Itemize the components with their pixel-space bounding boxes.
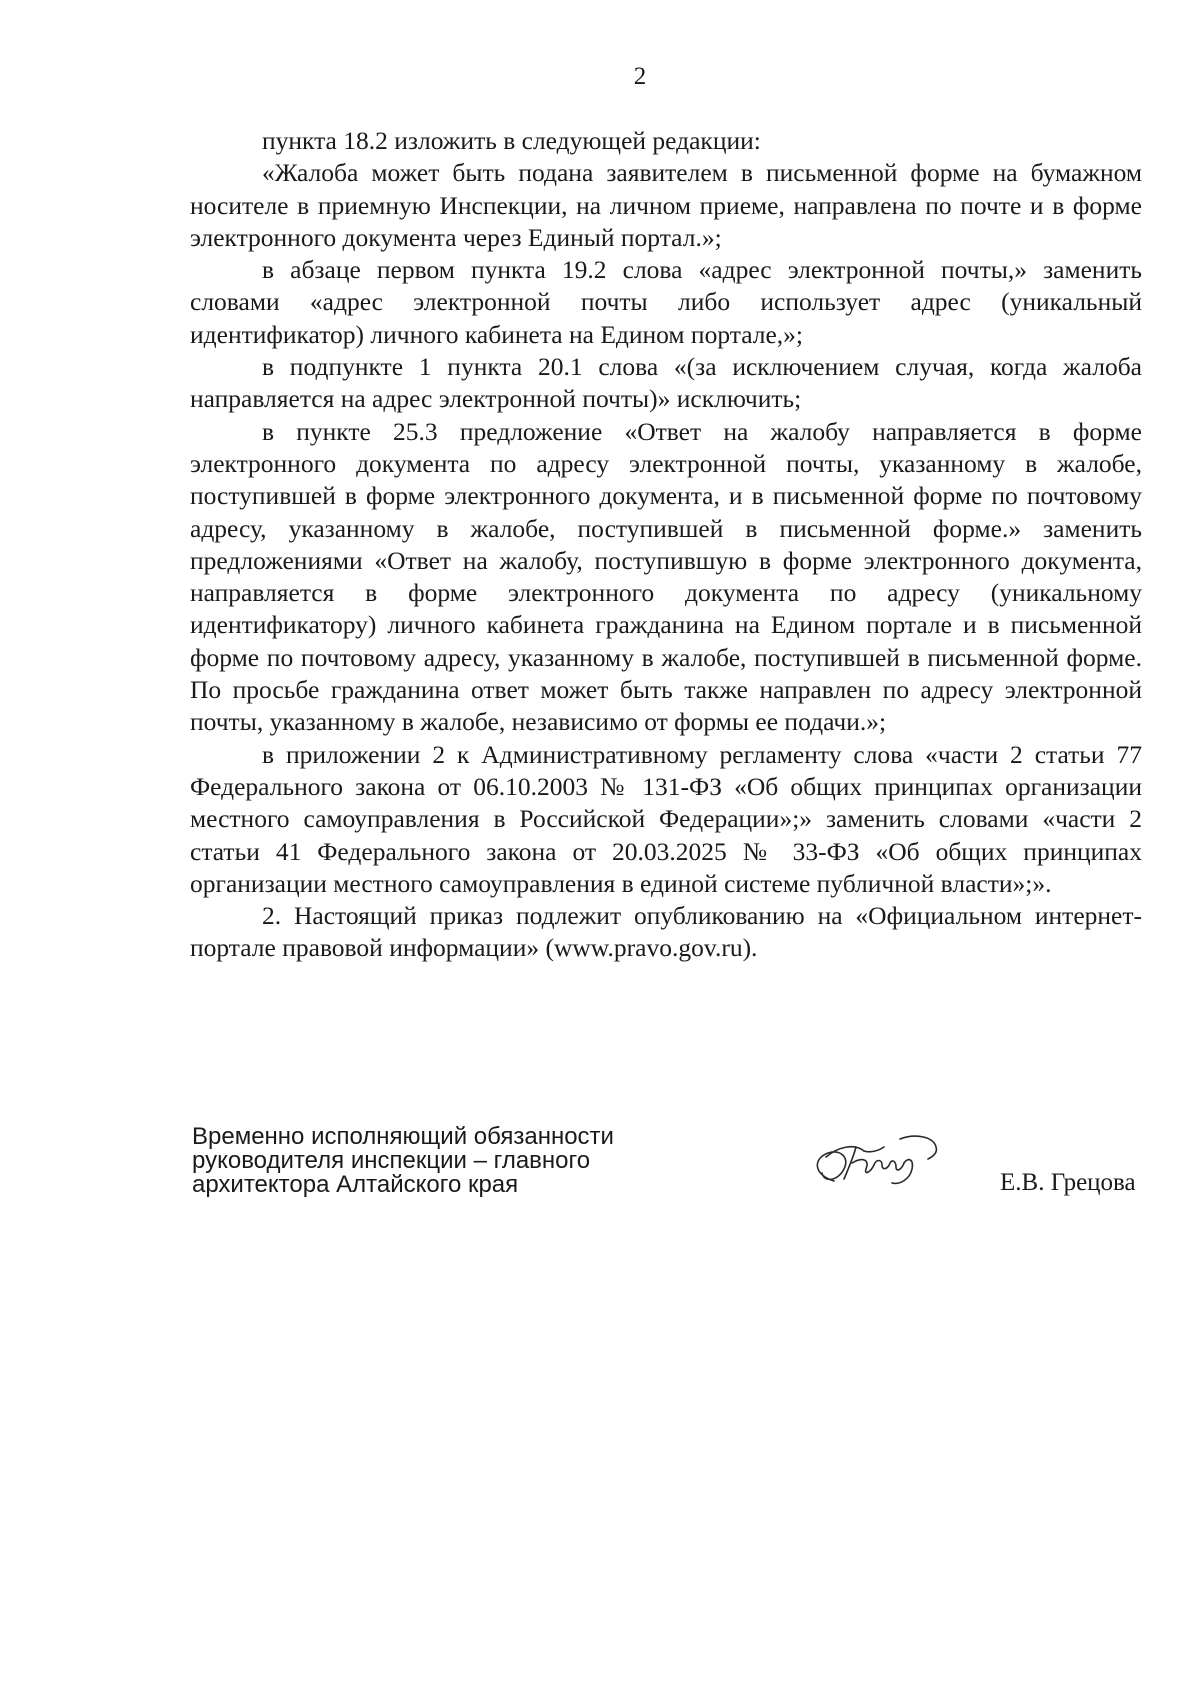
paragraph-5: в пункте 25.3 предложение «Ответ на жалобу направляется в форме электронного документа по адресу электронной почты, указанному в жалобе, поступившей в форме электронного документа, и в письменной форме по почтовому адресу, указанному в жалобе, поступившей в письменной форме.» заменить предложениями «Ответ на жалобу, поступившую в форме электронного документа, направляется в форме электронного документа по адресу (уникальному идентификатору) личного кабинета гражданина на Едином портале и в письменной форме по почтовому адресу, указанному в жалобе, поступившей в письменной форме. По просьбе гражданина ответ может быть также направлен по адресу электронной почты, указанному в жалобе, независимо от формы ее подачи.»;: [190, 416, 1142, 737]
document-body: [190, 125, 1142, 965]
paragraph-2: «Жалоба может быть подана заявителем в письменной форме на бумажном носителе в приемную Инспекции, на личном приеме, направлена по почте и в форме электронного документа через Единый портал.»;: [190, 158, 1142, 252]
signer-title: [192, 1125, 712, 1197]
paragraph-4: в подпункте 1 пункта 20.1 слова «(за исключением случая, когда жалоба направляется на адрес электронной почты)» исключить;: [190, 352, 1142, 414]
paragraph-7: 2. Настоящий приказ подлежит опубликованию на «Официальном интернет-портале правовой информации» (www.pravo.gov.ru).: [190, 901, 1142, 963]
page-number: 2: [633, 63, 647, 90]
signer-name: Е.В. Грецова: [1000, 1169, 1136, 1196]
paragraph-3: в абзаце первом пункта 19.2 слова «адрес электронной почты,» заменить словами «адрес электронной почты либо использует адрес (уникальный идентификатор) личного кабинета на Едином портале,»;: [190, 255, 1142, 349]
paragraph-6: в приложении 2 к Административному регламенту слова «части 2 статьи 77 Федерального закона от 06.10.2003 № 131-ФЗ «Об общих принципах организации местного самоуправления в Российской Федерации»;» заменить словами «части 2 статьи 41 Федерального закона от 20.03.2025 № 33-ФЗ «Об общих принципах организации местного самоуправления в единой системе публичной власти»;».: [190, 739, 1142, 898]
signature-block: [192, 1125, 1172, 1215]
signer-title-line: руководителя инспекции – главного: [192, 1147, 591, 1174]
paragraph-1: пункта 18.2 изложить в следующей редакции:: [262, 126, 761, 155]
signer-title-line: архитектора Алтайского края: [192, 1171, 519, 1198]
handwritten-signature: [804, 1129, 944, 1199]
signer-title-line: Временно исполняющий обязанности: [192, 1123, 614, 1150]
